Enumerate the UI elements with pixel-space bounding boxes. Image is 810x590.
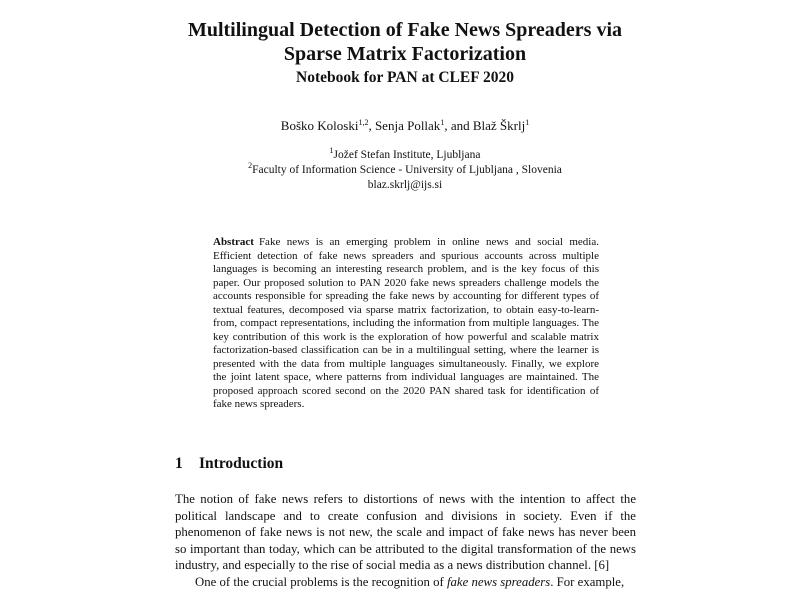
section-number: 1 <box>175 455 199 473</box>
affiliation-marker: 2 <box>248 161 252 170</box>
author-list <box>0 118 810 134</box>
paper-subtitle: Notebook for PAN at CLEF 2020 <box>0 69 810 87</box>
author-name: Blaž Škrlj <box>473 118 525 133</box>
abstract-text: Fake news is an emerging problem in online news and social media. Efficient detection of fake news spreaders and spurious accounts across multiple languages is becoming an interesting research problem, and is the key focus of this paper. Our proposed solution to PAN 2020 fake news spreaders challenge models the accounts responsible for spreading the fake news by accounting for different types of textual features, decomposed via sparse matrix factorization, to obtain easy-to-learn-from, compact representations, including the information from multiple languages. The key contribution of this work is the exploration of how powerful and scalable matrix factorization-based classification can be in a multilingual setting, where the learner is presented with the data from multiple languages simultaneously. Finally, we explore the joint latent space, where patterns from individual languages are maintained. The proposed approach scored second on the 2020 PAN shared task for identification of fake news spreaders. <box>213 236 599 410</box>
paragraph-text: One of the crucial problems is the recognition of <box>195 575 447 589</box>
paper-title-line-2: Sparse Matrix Factorization <box>0 42 810 66</box>
affiliation-2 <box>0 163 810 178</box>
affiliation-marker: 1 <box>330 146 334 155</box>
author-separator: , <box>368 118 375 133</box>
affiliation-text: Jožef Stefan Institute, Ljubljana <box>334 149 481 161</box>
author-separator: , and <box>444 118 473 133</box>
affiliation-text: Faculty of Information Science - University of Ljubljana , Slovenia <box>252 164 562 176</box>
author-affiliation-marker: 1 <box>440 118 444 127</box>
author-affiliation-marker: 1,2 <box>358 118 368 127</box>
abstract <box>213 236 599 412</box>
emphasized-term: fake news spreaders <box>447 575 550 589</box>
paper-title-line-1: Multilingual Detection of Fake News Spreaders via <box>0 18 810 42</box>
introduction-body <box>175 491 636 590</box>
contact-email: blaz.skrlj@ijs.si <box>0 178 810 193</box>
author-affiliation-marker: 1 <box>525 118 529 127</box>
paragraph-text: . For example, <box>550 575 624 589</box>
section-title: Introduction <box>199 455 283 472</box>
author-name: Senja Pollak <box>375 118 440 133</box>
abstract-label: Abstract <box>213 236 254 248</box>
section-heading <box>175 455 283 473</box>
paragraph <box>175 574 636 590</box>
paragraph: The notion of fake news refers to distortions of news with the intention to affect the political landscape and to create confusion and divisions in society. Even if the phenomenon of fake news is not new, the scale and impact of fake news has never been so important than today, which can be attributed to the digital transformation of the news industry, and especially to the rise of social media as a news distribution channel. [6] <box>175 491 636 574</box>
author-name: Boško Koloski <box>281 118 359 133</box>
affiliation-1 <box>0 148 810 163</box>
